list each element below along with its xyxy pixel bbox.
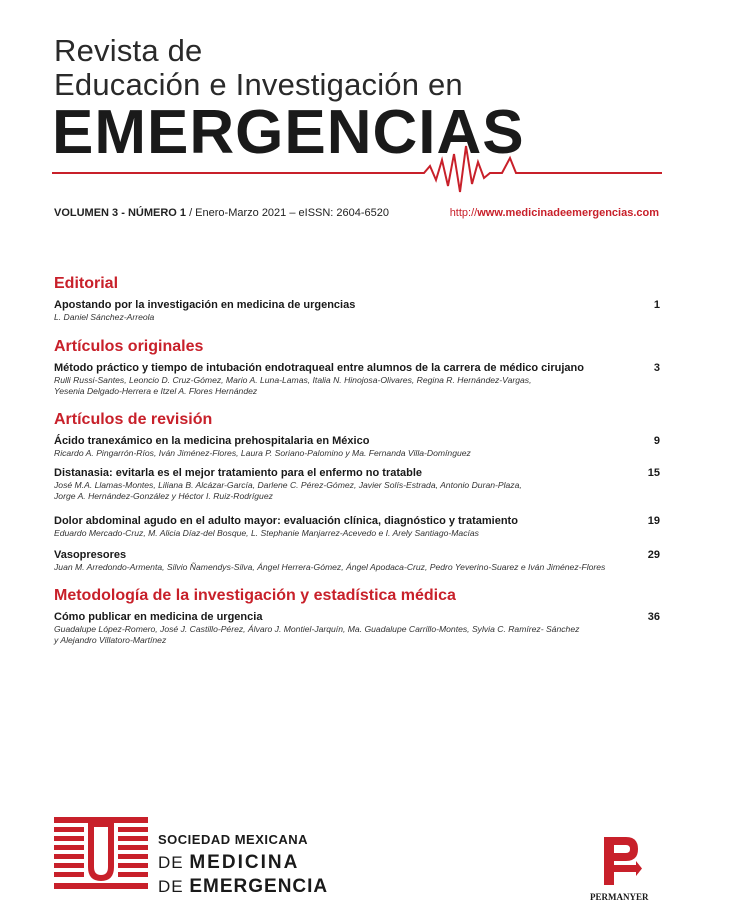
smme-de-2: DE	[158, 877, 190, 896]
issue-info	[54, 207, 389, 219]
toc-entry[interactable]	[54, 467, 660, 502]
entry-title: Método práctico y tiempo de intubación endotraqueal entre alumnos de la carrera de médico cirujano	[54, 362, 584, 374]
entry-authors: L. Daniel Sánchez-Arreola	[54, 312, 155, 322]
entry-authors: Guadalupe López-Romero, José J. Castillo-Pérez, Álvaro J. Montiel-Jarquín, Ma. Guadalupe Carrillo-Montes, Sylvia C. Ramírez- Sánchez	[54, 624, 580, 634]
entry-page: 19	[647, 515, 660, 527]
url-prefix: http://	[449, 207, 478, 219]
entry-authors: Ricardo A. Pingarrón-Ríos, Iván Jiménez-Flores, Laura P. Soriano-Palomino y Ma. Fernanda Villa-Domínguez	[54, 448, 471, 458]
entry-page: 9	[653, 435, 660, 447]
toc-entry[interactable]	[54, 299, 660, 323]
entry-authors: Juan M. Arredondo-Armenta, Silvio Ñamendys-Silva, Ángel Herrera-Gómez, Ángel Apodaca-Cruz, Pedro Yeverino-Suarez e Iván Jiménez-Flores	[54, 562, 606, 572]
smme-name-line-2	[158, 852, 299, 874]
entry-title: Vasopresores	[54, 549, 127, 561]
publisher-name: PERMANYER	[590, 892, 649, 902]
entry-authors: Eduardo Mercado-Cruz, M. Alicia Díaz-del Bosque, L. Stephanie Manjarrez-Acevedo e I. Arely Santiago-Macías	[54, 528, 479, 538]
smme-medicina: MEDICINA	[189, 852, 300, 873]
section-revision: Artículos de revisión	[54, 411, 213, 428]
masthead-title: EMERGENCIAS	[52, 98, 525, 167]
smme-de-1: DE	[158, 853, 190, 872]
ecg-line-icon	[52, 140, 662, 200]
entry-title: Dolor abdominal agudo en el adulto mayor: evaluación clínica, diagnóstico y tratamiento	[54, 515, 518, 527]
masthead-line-1: Revista de	[54, 33, 203, 68]
smme-name-line-1: SOCIEDAD MEXICANA	[158, 832, 309, 847]
u-shield-icon	[54, 817, 148, 893]
entry-page: 29	[647, 549, 660, 561]
entry-authors: Rulli Russi-Santes, Leoncio D. Cruz-Gómez, Mario A. Luna-Lamas, Italia N. Hinojosa-Olivares, Regina R. Hernández-Vargas,	[54, 375, 532, 385]
entry-page: 36	[647, 611, 660, 623]
entry-page: 15	[647, 467, 660, 479]
masthead-line-2: Educación e Investigación en	[54, 67, 463, 102]
entry-title: Apostando por la investigación en medicina de urgencias	[54, 299, 356, 311]
url-domain: www.medicinadeemergencias.com	[477, 207, 659, 219]
smme-emergencia: EMERGENCIA	[189, 876, 329, 897]
issue-volume: VOLUMEN 3 - NÚMERO 1	[54, 207, 187, 219]
entry-title: Ácido tranexámico en la medicina prehospitalaria en México	[54, 435, 370, 447]
smme-name-line-3	[158, 876, 328, 898]
entry-authors: José M.A. Llamas-Montes, Liliana B. Alcázar-García, Darlene C. Pérez-Gómez, Javier Solís-Estrada, Antonio Duran-Plaza,	[54, 480, 522, 490]
entry-authors: Jorge A. Hernández-González y Héctor I. Ruiz-Rodríguez	[54, 491, 273, 501]
section-editorial: Editorial	[54, 275, 119, 292]
section-originales: Artículos originales	[54, 338, 204, 355]
entry-title: Cómo publicar en medicina de urgencia	[54, 611, 263, 623]
entry-title: Distanasia: evitarla es el mejor tratamiento para el enfermo no tratable	[54, 467, 423, 479]
toc-entry[interactable]	[54, 549, 660, 573]
entry-authors: y Alejandro Villatoro-Martínez	[54, 635, 167, 645]
journal-url[interactable]	[450, 207, 659, 219]
entry-page: 3	[653, 362, 660, 374]
toc-entry[interactable]	[54, 362, 660, 397]
toc-entry[interactable]	[54, 435, 660, 459]
issue-date: / Enero-Marzo 2021 – eISSN: 2604-6520	[186, 207, 390, 219]
entry-page: 1	[653, 299, 660, 311]
toc-entry[interactable]	[54, 611, 660, 646]
p-arrow-icon	[600, 835, 642, 887]
section-metodologia: Metodología de la investigación y estadística médica	[54, 587, 456, 604]
toc-entry[interactable]	[54, 515, 660, 539]
entry-authors: Yesenia Delgado-Herrera e Itzel A. Flores Hernández	[54, 386, 258, 396]
